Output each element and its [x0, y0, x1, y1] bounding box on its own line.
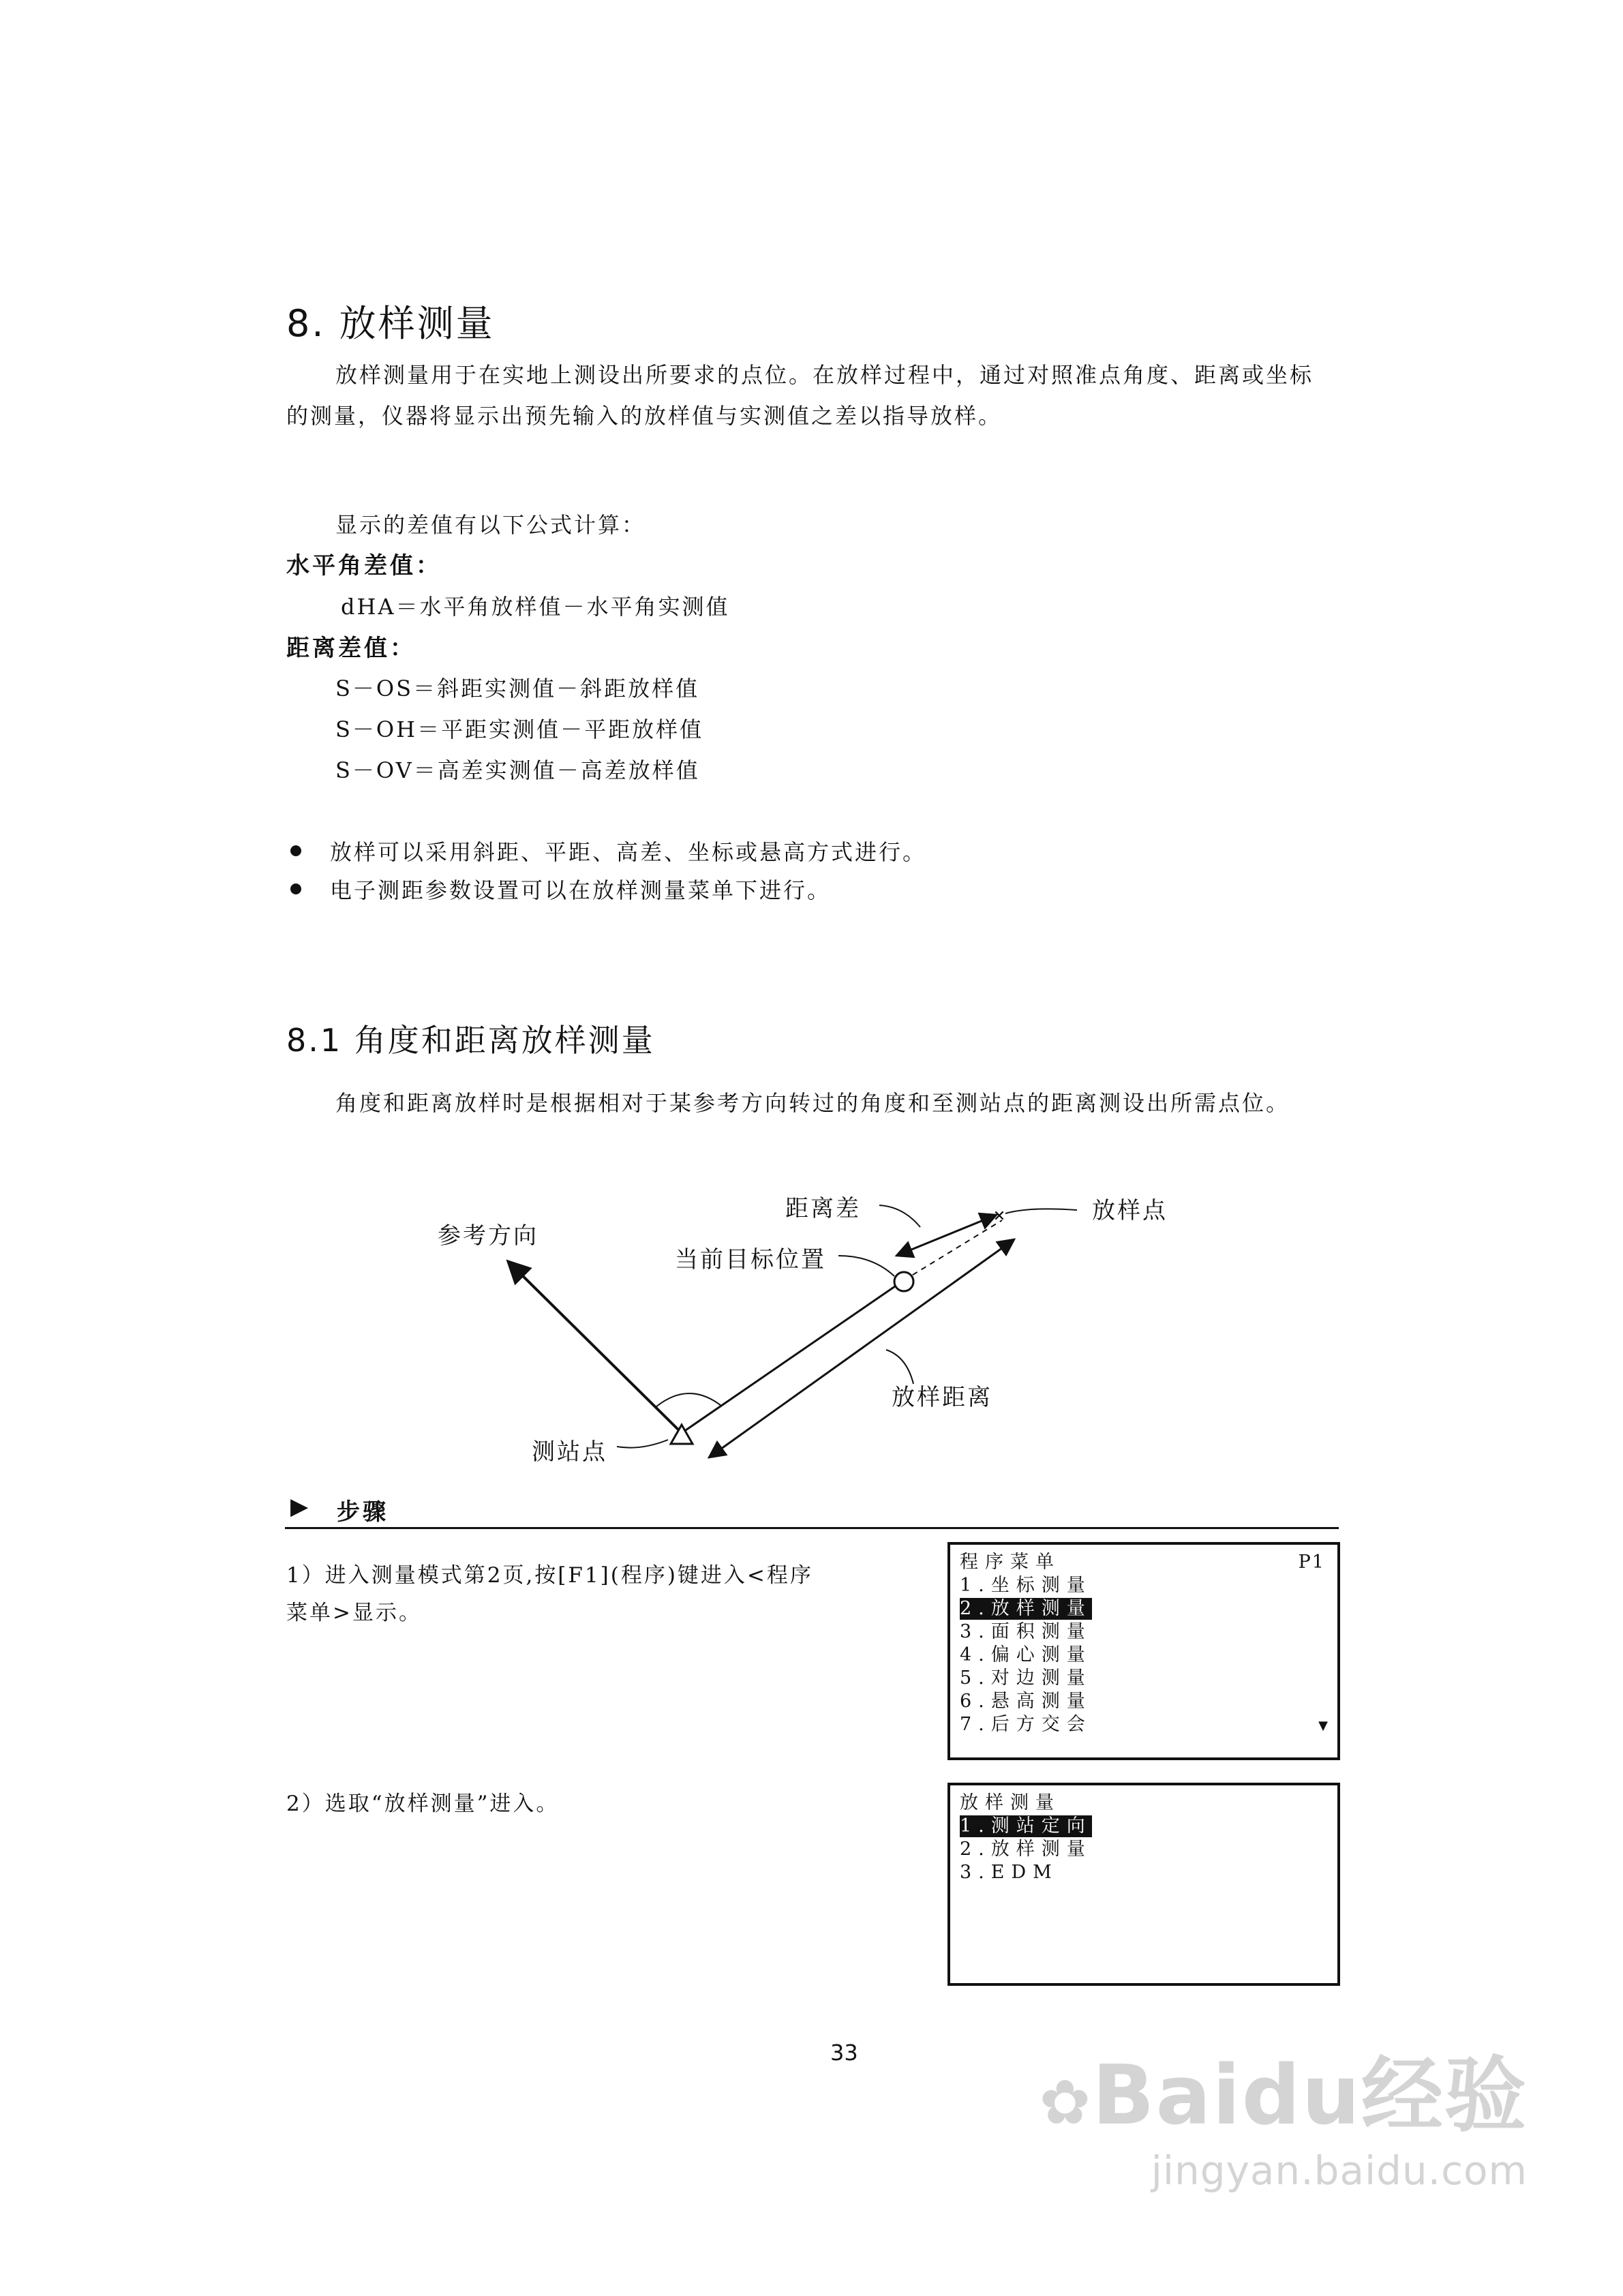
step-1-line-2: 菜单>显示。 [286, 1601, 422, 1625]
stakeout-bearing-line [682, 1280, 904, 1433]
label-distance-diff: 距离差 [785, 1195, 861, 1222]
section-title: 8. 放样测量 [286, 302, 495, 345]
dist-formula: S－OS＝斜距实测值－斜距放样值 [335, 676, 700, 701]
program-menu-screen [947, 1542, 1340, 1760]
steps-heading: 步骤 [337, 1498, 389, 1526]
dist-formula: S－OV＝高差实测值－高差放样值 [335, 757, 700, 783]
menu-item-edm[interactable]: 3.EDM [960, 1862, 1059, 1883]
dashed-extension [904, 1220, 1002, 1280]
menu-item-offset[interactable]: 4.偏心测量 [960, 1644, 1092, 1665]
angle-arc-icon [656, 1393, 721, 1407]
stakeout-menu-screen [947, 1783, 1340, 1986]
stakeout-point-cross-icon: ✕ [992, 1208, 1006, 1225]
leader-stakeout-point [1005, 1209, 1077, 1213]
menu-item-missing-line[interactable]: 5.对边测量 [960, 1667, 1092, 1689]
leader-station [617, 1440, 668, 1448]
leader-current-target [838, 1256, 894, 1276]
step-1-line-1: 1）进入测量模式第2页,按[F1](程序)键进入<程序 [286, 1563, 813, 1588]
ha-heading: 水平角差值： [286, 552, 442, 579]
ha-formula: dHA＝水平角放样值－水平角实测值 [341, 594, 730, 620]
screen-title: 程序菜单 [960, 1552, 1061, 1573]
menu-item-stakeout[interactable]: 2.放样测量 [960, 1598, 1092, 1619]
watermark [1040, 2030, 1528, 2194]
leader-distance-diff [879, 1205, 920, 1227]
menu-item-area[interactable]: 3.面积测量 [960, 1621, 1092, 1642]
label-stakeout-point: 放样点 [1092, 1197, 1168, 1224]
watermark-brand-text: Baidu经验 [1092, 2049, 1528, 2143]
step-2: 2）选取“放样测量”进入。 [286, 1792, 560, 1816]
menu-item-station-orientation[interactable]: 1.测站定向 [960, 1815, 1092, 1837]
scroll-down-icon[interactable]: ▼ [1318, 1719, 1328, 1733]
dist-heading: 距离差值： [286, 635, 416, 662]
page-indicator: P1 [1298, 1552, 1325, 1573]
bullet-item: 放样可以采用斜距、平距、高差、坐标或悬高方式进行。 [330, 839, 927, 865]
menu-item-resection[interactable]: 7.后方交会 [960, 1714, 1092, 1735]
subsection-intro-text: 角度和距离放样时是根据相对于某参考方向转过的角度和至测站点的距离测设出所需点位。 [335, 1090, 1290, 1116]
section-intro-text: 放样测量用于在实地上测设出所要求的点位。在放样过程中，通过对照准点角度、距离或坐标的测量，仪器将显示出预先输入的放样值与实测值之差以指导放样。 [286, 362, 1314, 429]
bullet-item: 电子测距参数设置可以在放样测量菜单下进行。 [330, 877, 832, 903]
steps-rule [285, 1527, 1339, 1529]
label-reference-direction: 参考方向 [438, 1222, 539, 1250]
distance-diff-dim-line [896, 1215, 997, 1256]
watermark-url: jingyan.baidu.com [1151, 2147, 1528, 2194]
dist-formula: S－OH＝平距实测值－平距放样值 [335, 716, 704, 742]
menu-item-coordinate[interactable]: 1.坐标测量 [960, 1575, 1092, 1596]
subsection-title: 8.1 角度和距离放样测量 [286, 1022, 655, 1059]
menu-item-rem[interactable]: 6.悬高测量 [960, 1691, 1092, 1712]
play-arrow-icon: ▶ [290, 1493, 309, 1520]
paw-icon: ✿ [1039, 2067, 1093, 2139]
label-stakeout-distance: 放样距离 [892, 1384, 992, 1411]
watermark-brand [1040, 2030, 1528, 2147]
page-number: 33 [830, 2040, 858, 2066]
formula-intro: 显示的差值有以下公式计算： [335, 512, 646, 538]
label-station: 测站点 [532, 1438, 607, 1466]
reference-direction-line [508, 1261, 682, 1433]
current-target-icon [894, 1272, 913, 1291]
menu-item-stakeout[interactable]: 2.放样测量 [960, 1839, 1092, 1860]
label-current-target: 当前目标位置 [675, 1246, 826, 1273]
screen-title: 放样测量 [960, 1792, 1061, 1813]
